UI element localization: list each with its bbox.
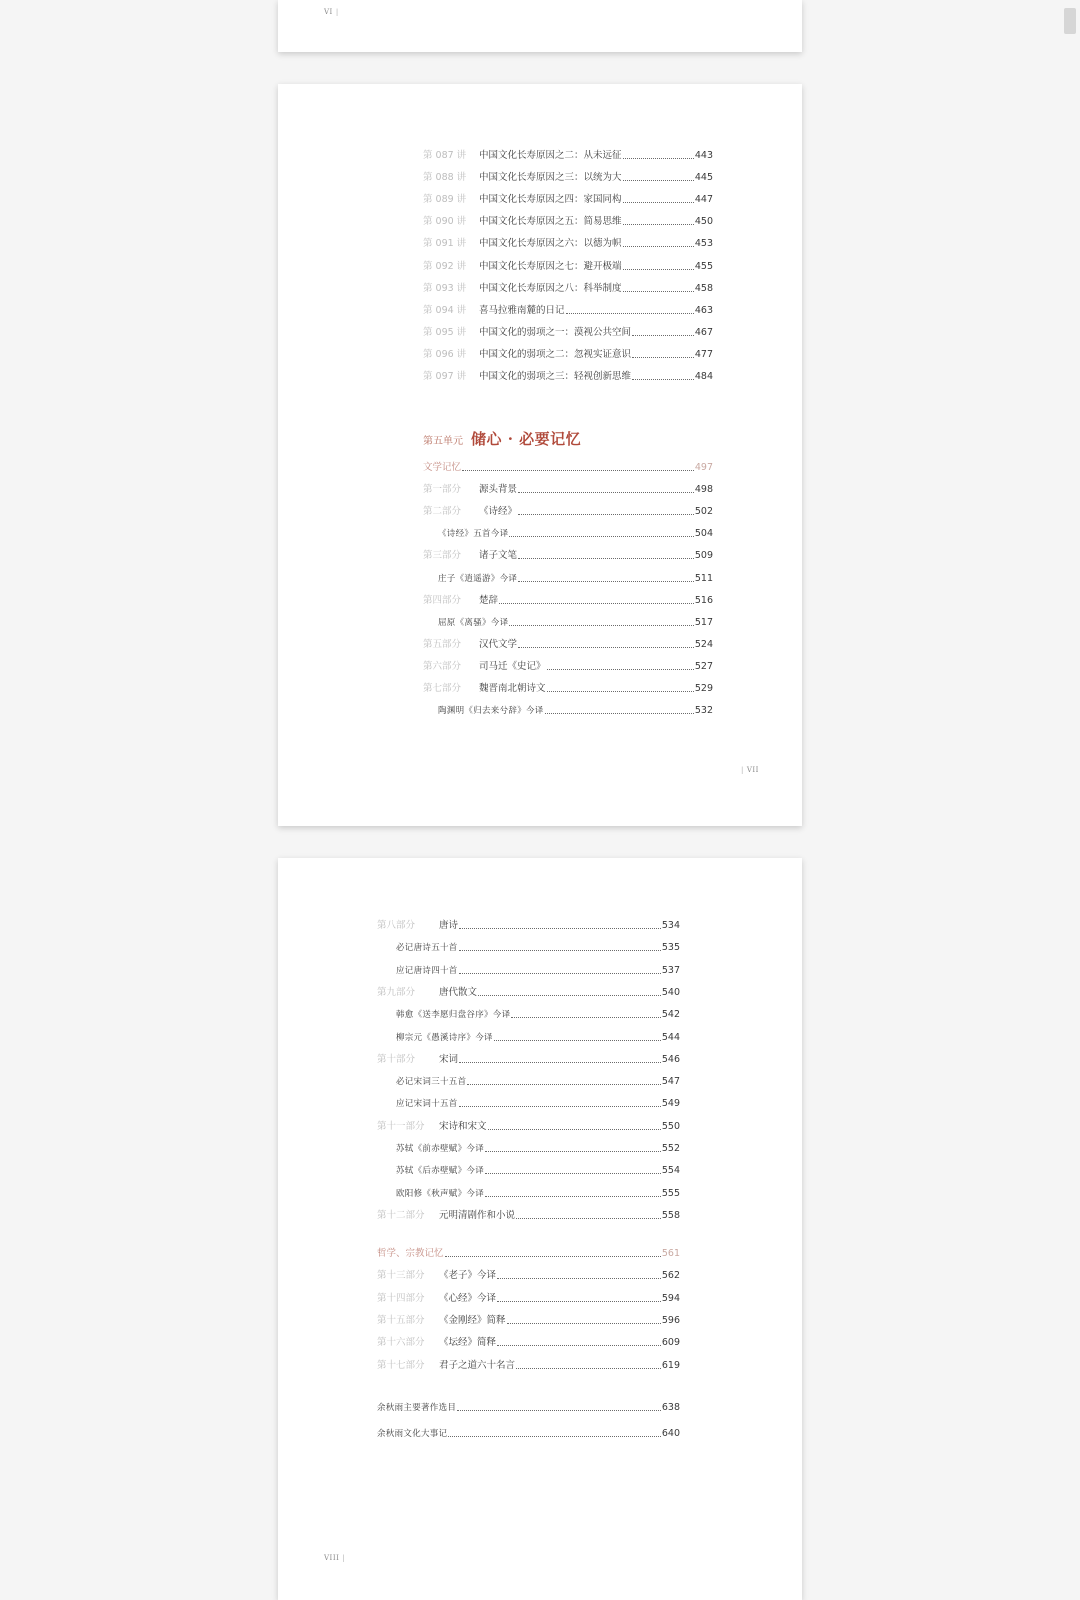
toc-entry-page: 498 [694,484,713,496]
dot-leader [518,558,694,559]
dot-leader [494,1040,661,1041]
dot-leader [499,603,694,604]
toc-entry-label: 第 093 讲 [423,282,467,294]
toc-entry-title: 元明清剧作和小说 [439,1209,516,1221]
toc-entry[interactable] [438,617,713,629]
toc-entry-label: 第 096 讲 [423,348,467,360]
dot-leader [518,492,694,493]
page-number: VI | [324,8,339,16]
toc-entry-title: 《坛经》简释 [439,1337,497,1349]
toc-entry[interactable] [377,1315,680,1327]
dot-leader [632,357,694,358]
toc-entry-title: 陶渊明《归去来兮辞》今译 [438,706,544,717]
toc-entry-page: 609 [661,1337,680,1349]
toc-entry[interactable] [423,484,713,496]
toc-entry[interactable] [423,238,713,250]
toc-entry-page: 547 [661,1076,680,1088]
scrollbar[interactable] [1064,8,1076,34]
toc-entry[interactable] [377,1428,680,1440]
dot-leader [485,1173,661,1174]
toc-entry-label: 第 091 讲 [423,238,467,250]
toc-entry[interactable] [438,705,713,717]
toc-entry-title: 中国文化长寿原因之三：以统为大 [479,172,622,184]
toc-entry-title: 唐诗 [439,920,459,931]
toc-entry-page: 550 [661,1120,680,1132]
toc-entry-label: 第十三部分 [377,1270,425,1282]
dot-leader [566,313,694,314]
dot-leader [545,713,694,714]
toc-entry-title: 汉代文学 [479,638,518,650]
dot-leader [478,995,661,996]
toc-entry-page: 517 [694,616,713,628]
dot-leader [518,581,694,582]
toc-entry-label: 第 088 讲 [423,172,467,184]
dot-leader [516,1368,661,1369]
toc-entry[interactable] [423,506,713,518]
unit-label: 第五单元 [423,436,463,447]
toc-entry-title: 中国文化的弱项之二：忽视实证意识 [479,348,632,360]
toc-entry-title: 楚辞 [479,594,499,606]
toc-entry-page: 596 [661,1314,680,1326]
dot-leader [497,1345,661,1346]
toc-entry-page: 619 [661,1359,680,1371]
dot-leader [459,950,661,951]
toc-entry-label: 第五部分 [423,638,462,650]
toc-entry-label: 第三部分 [423,550,462,562]
toc-entry[interactable] [377,1402,680,1414]
unit-heading [423,428,581,449]
dot-leader [518,514,694,515]
toc-entry-title: 苏轼《后赤壁赋》今译 [396,1166,485,1177]
toc-entry-title: 庄子《逍遥游》今译 [438,573,518,584]
toc-entry-page: 555 [661,1187,680,1199]
dot-leader [547,669,694,670]
toc-entry-title: 哲学、宗教记忆 [377,1248,444,1259]
dot-leader [509,536,693,537]
toc-entry-title: 中国文化长寿原因之二：从未远征 [479,150,622,161]
toc-entry-title: 柳宗元《愚溪诗序》今译 [396,1032,493,1043]
toc-entry-page: 542 [661,1009,680,1021]
toc-entry[interactable] [423,172,713,184]
toc-entry-title: 中国文化长寿原因之八：科举制度 [479,282,622,294]
toc-entry-title: 韩愈《送李愿归盘谷序》今译 [396,1010,511,1021]
toc-entry[interactable] [423,261,713,273]
toc-entry-label: 第 087 讲 [423,150,467,161]
unit-title: 储心 · 必要记忆 [471,430,582,448]
toc-entry-title: 源头背景 [479,484,518,496]
toc-entry[interactable] [423,371,713,383]
toc-entry-page: 504 [694,528,713,540]
toc-entry[interactable] [396,1188,680,1200]
dot-leader [547,691,694,692]
toc-entry-title: 必记宋词三十五首 [396,1077,467,1088]
dot-leader [516,1218,661,1219]
dot-leader [623,202,694,203]
dot-leader [459,973,661,974]
dot-leader [448,1436,660,1437]
toc-entry-label: 第八部分 [377,920,416,931]
toc-entry-title: 诸子文笔 [479,550,518,562]
toc-entry-title: 中国文化的弱项之一：漠视公共空间 [479,326,632,338]
toc-entry-label: 第 094 讲 [423,304,467,316]
toc-entry[interactable] [423,683,713,695]
toc-entry-page: 558 [661,1209,680,1221]
toc-entry[interactable] [423,661,713,673]
toc-entry[interactable] [396,1143,680,1155]
toc-entry[interactable] [396,1009,680,1021]
page-number: VIII | [324,1554,346,1562]
toc-entry[interactable] [423,550,713,562]
toc-entry[interactable] [377,1121,680,1133]
toc-entry-page: 552 [661,1143,680,1154]
toc-entry[interactable] [423,327,713,339]
toc-entry[interactable] [438,573,713,585]
toc-entry[interactable] [423,305,713,317]
toc-entry-page: 484 [694,371,713,382]
toc-entry-title: 必记唐诗五十首 [396,943,458,954]
toc-entry-title: 魏晋南北朝诗文 [479,683,546,694]
toc-entry-title: 余秋雨主要著作选目 [377,1403,457,1413]
toc-entry[interactable] [423,283,713,295]
dot-leader [509,625,693,626]
toc-entry-page: 516 [694,594,713,606]
toc-entry[interactable] [423,216,713,228]
dot-leader [485,1196,661,1197]
toc-entry-page: 524 [694,638,713,650]
toc-entry-title: 中国文化的弱项之三：轻视创新思维 [479,371,632,382]
toc-entry-title: 喜马拉雅南麓的日记 [479,304,565,316]
toc-entry[interactable] [377,1248,680,1260]
dot-leader [497,1278,661,1279]
toc-entry-title: 文学记忆 [423,462,462,473]
toc-entry-label: 第 095 讲 [423,326,467,338]
toc-entry-label: 第十四部分 [377,1292,425,1304]
dot-leader [507,1323,661,1324]
dot-leader [459,1062,661,1063]
toc-entry-page: 540 [661,986,680,998]
toc-entry[interactable] [423,349,713,361]
dot-leader [497,1301,661,1302]
toc-entry-label: 第十一部分 [377,1120,425,1132]
toc-entry[interactable] [396,942,680,954]
toc-entry[interactable] [423,595,713,607]
toc-entry[interactable] [396,1076,680,1088]
toc-entry-page: 534 [661,920,680,931]
toc-entry[interactable] [377,1293,680,1305]
page-viii [278,858,802,1600]
toc-entry-page: 443 [694,150,713,161]
toc-entry-title: 中国文化长寿原因之四：家国同构 [479,194,622,206]
toc-entry-label: 第九部分 [377,986,416,998]
dot-leader [457,1410,661,1411]
toc-entry-page: 554 [661,1165,680,1177]
dot-leader [459,928,661,929]
toc-entry-label: 第 090 讲 [423,216,467,228]
toc-entry-title: 应记唐诗四十首 [396,965,458,976]
toc-entry[interactable] [396,1098,680,1110]
toc-entry-page: 535 [661,942,680,954]
toc-entry-page: 455 [694,260,713,272]
dot-leader [459,1106,661,1107]
toc-entry-page: 544 [661,1031,680,1043]
dot-leader [462,470,694,471]
toc-entry[interactable] [377,920,680,932]
toc-entry-title: 屈原《离骚》今译 [438,617,509,628]
toc-entry-label: 第六部分 [423,660,462,672]
toc-entry-page: 561 [661,1248,680,1259]
toc-entry-page: 594 [661,1292,680,1304]
toc-entry-title: 唐代散文 [439,986,478,998]
dot-leader [623,158,694,159]
toc-entry[interactable] [377,1210,680,1222]
toc-entry-title: 《金刚经》简释 [439,1314,506,1326]
toc-entry-page: 638 [661,1402,680,1413]
toc-entry-page: 497 [694,462,713,473]
toc-entry-label: 第十七部分 [377,1359,425,1371]
toc-entry-page: 467 [694,326,713,338]
toc-entry-label: 第十六部分 [377,1337,425,1349]
toc-entry-title: 中国文化长寿原因之六：以德为帜 [479,238,622,250]
toc-entry-title: 《心经》今译 [439,1292,497,1304]
toc-entry[interactable] [423,462,713,474]
toc-entry[interactable] [438,528,713,540]
toc-entry-label: 第一部分 [423,484,462,496]
toc-entry-title: 宋诗和宋文 [439,1120,487,1132]
toc-entry[interactable] [377,1270,680,1282]
dot-leader [518,647,694,648]
toc-entry[interactable] [423,194,713,206]
toc-entry-page: 458 [694,282,713,294]
toc-entry-page: 537 [661,964,680,976]
toc-entry-label: 第 097 讲 [423,371,467,382]
toc-entry-page: 562 [661,1270,680,1282]
dot-leader [632,379,694,380]
toc-entry-page: 447 [694,194,713,206]
toc-entry-label: 第十部分 [377,1053,416,1065]
dot-leader [511,1017,660,1018]
toc-entry-page: 511 [694,572,713,584]
page-number: | VII [741,766,759,774]
toc-entry-label: 第十五部分 [377,1314,425,1326]
toc-entry-page: 546 [661,1053,680,1065]
toc-entry[interactable] [423,639,713,651]
toc-entry-title: 君子之道六十名言 [439,1359,516,1371]
toc-entry-label: 第十二部分 [377,1209,425,1221]
toc-entry-page: 477 [694,348,713,360]
toc-entry-title: 欧阳修《秋声赋》今译 [396,1188,485,1199]
toc-entry-title: 应记宋词十五首 [396,1099,458,1110]
toc-entry-page: 549 [661,1098,680,1110]
toc-entry-page: 509 [694,550,713,562]
toc-entry[interactable] [377,1360,680,1372]
dot-leader [623,180,694,181]
toc-entry-page: 532 [694,705,713,717]
page-vii [278,84,802,826]
toc-entry-label: 第七部分 [423,683,462,694]
toc-entry-title: 司马迁《史记》 [479,660,546,672]
toc-entry-title: 宋词 [439,1053,459,1065]
dot-leader [623,269,694,270]
toc-entry-title: 《老子》今译 [439,1270,497,1282]
toc-entry[interactable] [396,1032,680,1044]
toc-entry-title: 余秋雨文化大事记 [377,1429,448,1439]
dot-leader [623,291,694,292]
toc-entry-title: 中国文化长寿原因之五：简易思维 [479,216,622,228]
toc-entry-title: 苏轼《前赤壁赋》今译 [396,1144,485,1154]
toc-entry-title: 《诗经》 [479,506,518,518]
toc-entry-page: 453 [694,238,713,250]
toc-entry[interactable] [377,1054,680,1066]
dot-leader [623,246,694,247]
toc-entry-page: 527 [694,660,713,672]
toc-entry-title: 《诗经》五首今译 [438,529,509,540]
dot-leader [485,1151,661,1152]
dot-leader [467,1084,660,1085]
page-vi [278,0,802,52]
dot-leader [488,1129,661,1130]
toc-entry-label: 第 089 讲 [423,194,467,206]
toc-entry-label: 第 092 讲 [423,260,467,272]
toc-entry-page: 502 [694,506,713,518]
toc-entry-page: 463 [694,304,713,316]
toc-entry-page: 445 [694,172,713,184]
toc-entry-page: 450 [694,216,713,228]
toc-entry[interactable] [377,1337,680,1349]
toc-entry[interactable] [423,150,713,162]
toc-entry-label: 第四部分 [423,594,462,606]
toc-entry-title: 中国文化长寿原因之七：避开极端 [479,260,622,272]
toc-entry-page: 640 [661,1428,680,1439]
toc-entry-page: 529 [694,683,713,694]
dot-leader [445,1256,661,1257]
dot-leader [632,335,694,336]
toc-entry-label: 第二部分 [423,506,462,518]
dot-leader [623,224,694,225]
toc-entry[interactable] [377,987,680,999]
toc-entry[interactable] [396,965,680,977]
toc-entry[interactable] [396,1165,680,1177]
